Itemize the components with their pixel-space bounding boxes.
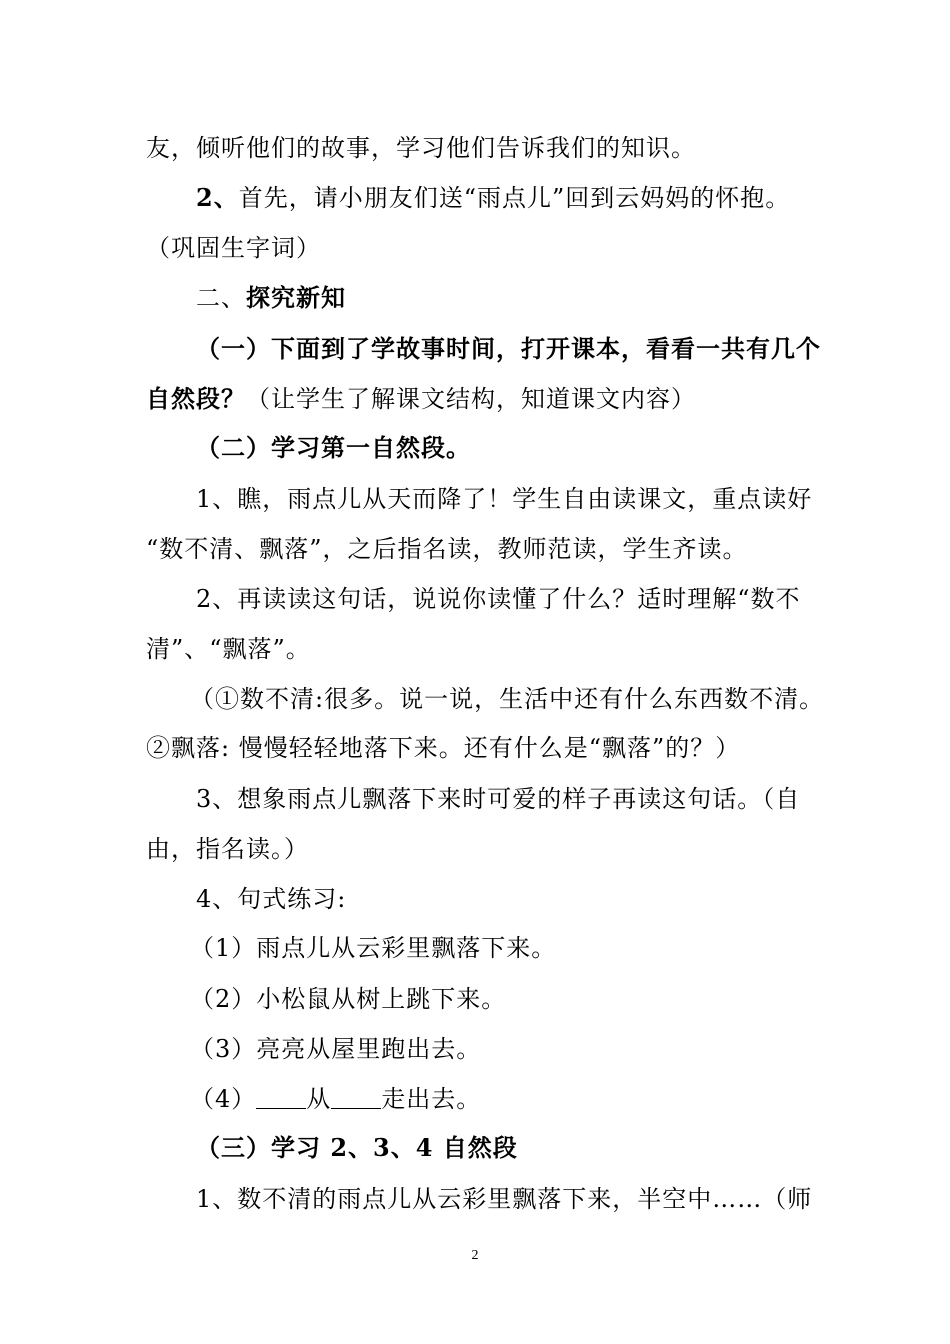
list-item: （4） 从 走出去。	[190, 1085, 482, 1113]
text-line: 2、首先，请小朋友们送“雨点儿”回到云妈妈的怀抱。	[196, 183, 791, 212]
fill-blank	[331, 1088, 381, 1109]
fill-blank	[256, 1088, 306, 1109]
text-line: （巩固生字词）	[146, 234, 321, 262]
text-line: 友，倾听他们的故事，学习他们告诉我们的知识。	[146, 134, 696, 162]
text-line: 1、数不清的雨点儿从云彩里飘落下来，半空中……（师	[196, 1185, 813, 1213]
text-line: 自然段？（让学生了解课文结构，知道课文内容）	[146, 384, 696, 413]
text-line: ②飘落: 慢慢轻轻地落下来。还有什么是“飘落”的？）	[146, 734, 741, 762]
text-line: 4、句式练习:	[196, 885, 347, 913]
text-line: （①数不清:很多。说一说，生活中还有什么东西数不清。	[190, 685, 825, 713]
subsection-heading: （二）学习第一自然段。	[196, 433, 471, 462]
page-number: 2	[471, 1248, 479, 1263]
subsection-heading: （一）下面到了学故事时间，打开课本，看看一共有几个	[196, 334, 821, 363]
text-line: 1、瞧，雨点儿从天而降了！学生自由读课文，重点读好	[196, 485, 813, 513]
text-line: “数不清、飘落”，之后指名读，教师范读，学生齐读。	[146, 535, 748, 563]
list-item: （3）亮亮从屋里跑出去。	[190, 1035, 482, 1063]
subsection-heading: （三）学习 2、3、4 自然段	[196, 1133, 518, 1162]
text-line: 3、想象雨点儿飘落下来时可爱的样子再读这句话。（自	[196, 785, 801, 813]
text-line: 2、再读读这句话，说说你读懂了什么？适时理解“数不	[196, 585, 801, 613]
text-line: 由，指名读。）	[146, 835, 309, 863]
section-heading: 二、探究新知	[196, 283, 346, 312]
list-item: （1）雨点儿从云彩里飘落下来。	[190, 934, 557, 962]
list-item: （2）小松鼠从树上跳下来。	[190, 985, 507, 1013]
text-line: 清”、“飘落”。	[146, 635, 311, 663]
